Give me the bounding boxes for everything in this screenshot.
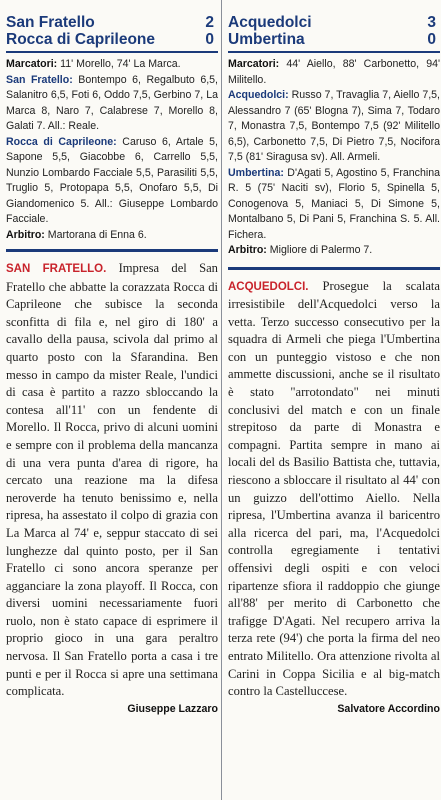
referee-text: Martorana di Enna 6. xyxy=(44,228,147,241)
referee-text: Migliore di Palermo 7. xyxy=(266,244,373,256)
right-match-column xyxy=(228,0,440,800)
home-lineup-label: San Fratello: xyxy=(6,73,73,86)
away-team-score: 0 xyxy=(427,31,436,48)
article-body xyxy=(228,278,440,701)
home-team-name: Acquedolci xyxy=(228,14,312,31)
home-lineup-text: Bontempo 6, Regalbuto 6,5, Salanitro 6,5, Foti 6, Oddo 7,5, Gerbino 7, La Marca 8, Naro 7, Calabrese 7, Morello 8, Galati 7. All.: Reale. xyxy=(6,73,218,132)
home-team-name: San Fratello xyxy=(6,14,95,31)
score-row-away xyxy=(6,31,218,48)
referee-label: Arbitro: xyxy=(6,228,45,241)
header-rule xyxy=(6,51,218,53)
referee-paragraph xyxy=(6,228,218,244)
article-text: Prosegue la scalata irresistibile dell'Acquedolci verso la vetta. Terzo successo consecutivo per la squadra di Armeli che piega l'Umbertina con un punteggio vistoso e che non ammette discussioni, anche se il risultato è stato "arrotondato" nei minuti conclusivi del match e con un finale strepitoso da parte di Monastra e compagni. Partita sempre in mano ai locali del ds Basilio Battista che, tuttavia, riescono a sbloccare il risultato al 44' con un guizzo dell'ottimo Aiello. Nella ripresa, l'Umbertina avanza il baricentro alla ricerca del pari, ma, l'Acquedolci controlla egregiamente i tentativi offensivi degli ospiti e con veloci ripartenze sfiora il raddoppio che giunge all'88' per merito di Carbonetto che trafigge D'Agati. Nel recupero arriva la terza rete (94') che porta la firma del neo entrato Militello. Ora attenzione rivolta al Carini in Coppa Sicilia e al big-match contro la Castelluccese. xyxy=(228,278,440,699)
scorers-paragraph xyxy=(6,57,218,73)
home-team-score: 2 xyxy=(205,14,214,31)
match-facts xyxy=(228,57,440,259)
away-lineup-label: Rocca di Caprileone: xyxy=(6,135,117,148)
home-lineup-paragraph xyxy=(228,88,440,166)
scorers-label: Marcatori: xyxy=(6,58,58,70)
home-team-score: 3 xyxy=(427,14,436,31)
scorers-paragraph xyxy=(228,57,440,88)
header-rule xyxy=(228,51,440,53)
scoreboard xyxy=(228,14,440,48)
author-signature: Salvatore Accordino xyxy=(337,702,440,715)
match-facts xyxy=(6,57,218,243)
away-team-name: Umbertina xyxy=(228,31,305,48)
away-lineup-paragraph xyxy=(228,166,440,244)
home-lineup-text: Russo 7, Travaglia 7, Aiello 7,5, Alessandro 7 (65' Blogna 7), Sima 7, Todaro 7, Monastra 7,5, Bontempo 7,5 (92' Militello 6,5), Carbonetto 7,5, Di Pietro 7,5, Nocifora 7,5 (81' Siragusa sv). All. Armeli. xyxy=(228,89,440,163)
away-team-score: 0 xyxy=(205,31,214,48)
score-row-away xyxy=(228,31,440,48)
left-match-column xyxy=(6,0,218,800)
home-lineup-label: Acquedolci: xyxy=(228,89,289,101)
article-text: Impresa del San Fratello che abbatte la corazzata Rocca di Caprileone che subisce la seconda sconfitta di fila e, nel giro di 180' a cavallo della pausa, scivola dal primo al quarto posto con la Sfarandina. Ben messo in campo da mister Reale, l'undici di casa è partito a razzo sbloccando la contesa all'11' con un fendente di Morello. Il Rocca, privo di alcuni uomini e sempre con il problema della mancanza di una vera punta d'area di rigore, ha cercato una reazione ma la difesa neroverde ha tenuto benissimo e, nella ripresa, ha assestato il colpo di grazia con La Marca al 74' e, seppur staccato di sei lunghezze dal quinto posto, per il San Fratello ci sono ancora speranze per agganciare la zona playoff. Il Rocca, con diversi uomini necessariamente fuori ruolo, non è stato capace di esprimere il proprio gioco in una gara peraltro nervosa. Il San Fratello porta a casa i tre punti e per il Rocca si apre una settimana complicata. xyxy=(6,261,218,699)
article-kicker: SAN FRATELLO. xyxy=(6,263,107,275)
score-row-home xyxy=(228,14,440,31)
away-lineup-paragraph xyxy=(6,135,218,228)
section-divider xyxy=(6,249,218,252)
referee-paragraph xyxy=(228,243,440,259)
home-lineup-paragraph xyxy=(6,73,218,135)
article-body xyxy=(6,260,218,701)
article-kicker: ACQUEDOLCI. xyxy=(228,280,309,293)
away-lineup-text: D'Agati 5, Agostino 5, Franchina R. 5 (75' Naciti sv), Florio 5, Spinella 5, Conogenova 5, Maniaci 5, Di Simone 5, Montalbano 5, Di Pani 5, Franchina S. 5. All. Fichera. xyxy=(228,166,440,241)
scoreboard xyxy=(6,14,218,48)
column-divider xyxy=(221,0,222,800)
author-signature: Giuseppe Lazzaro xyxy=(127,702,218,715)
score-row-home xyxy=(6,14,218,31)
away-lineup-text: Caruso 6, Artale 5, Sapone 5,5, Giacobbe 6, Carrello 5,5, Nunzio Lombardo Facciale 5,5, Parasiliti 5,5, Truglio 5, Protopapa 5,5, Onofaro 5,5, Di Giandomenico 5. All.: Giuseppe Lombardo Facciale. xyxy=(6,135,218,225)
referee-label: Arbitro: xyxy=(228,244,267,256)
scorers-text: 11' Morello, 74' La Marca. xyxy=(57,58,181,70)
scorers-text: 44' Aiello, 88' Carbonetto, 94' Militello. xyxy=(228,58,440,86)
scorers-label: Marcatori: xyxy=(228,58,280,70)
section-divider xyxy=(228,267,440,270)
away-team-name: Rocca di Caprileone xyxy=(6,31,156,48)
away-lineup-label: Umbertina: xyxy=(228,166,284,179)
